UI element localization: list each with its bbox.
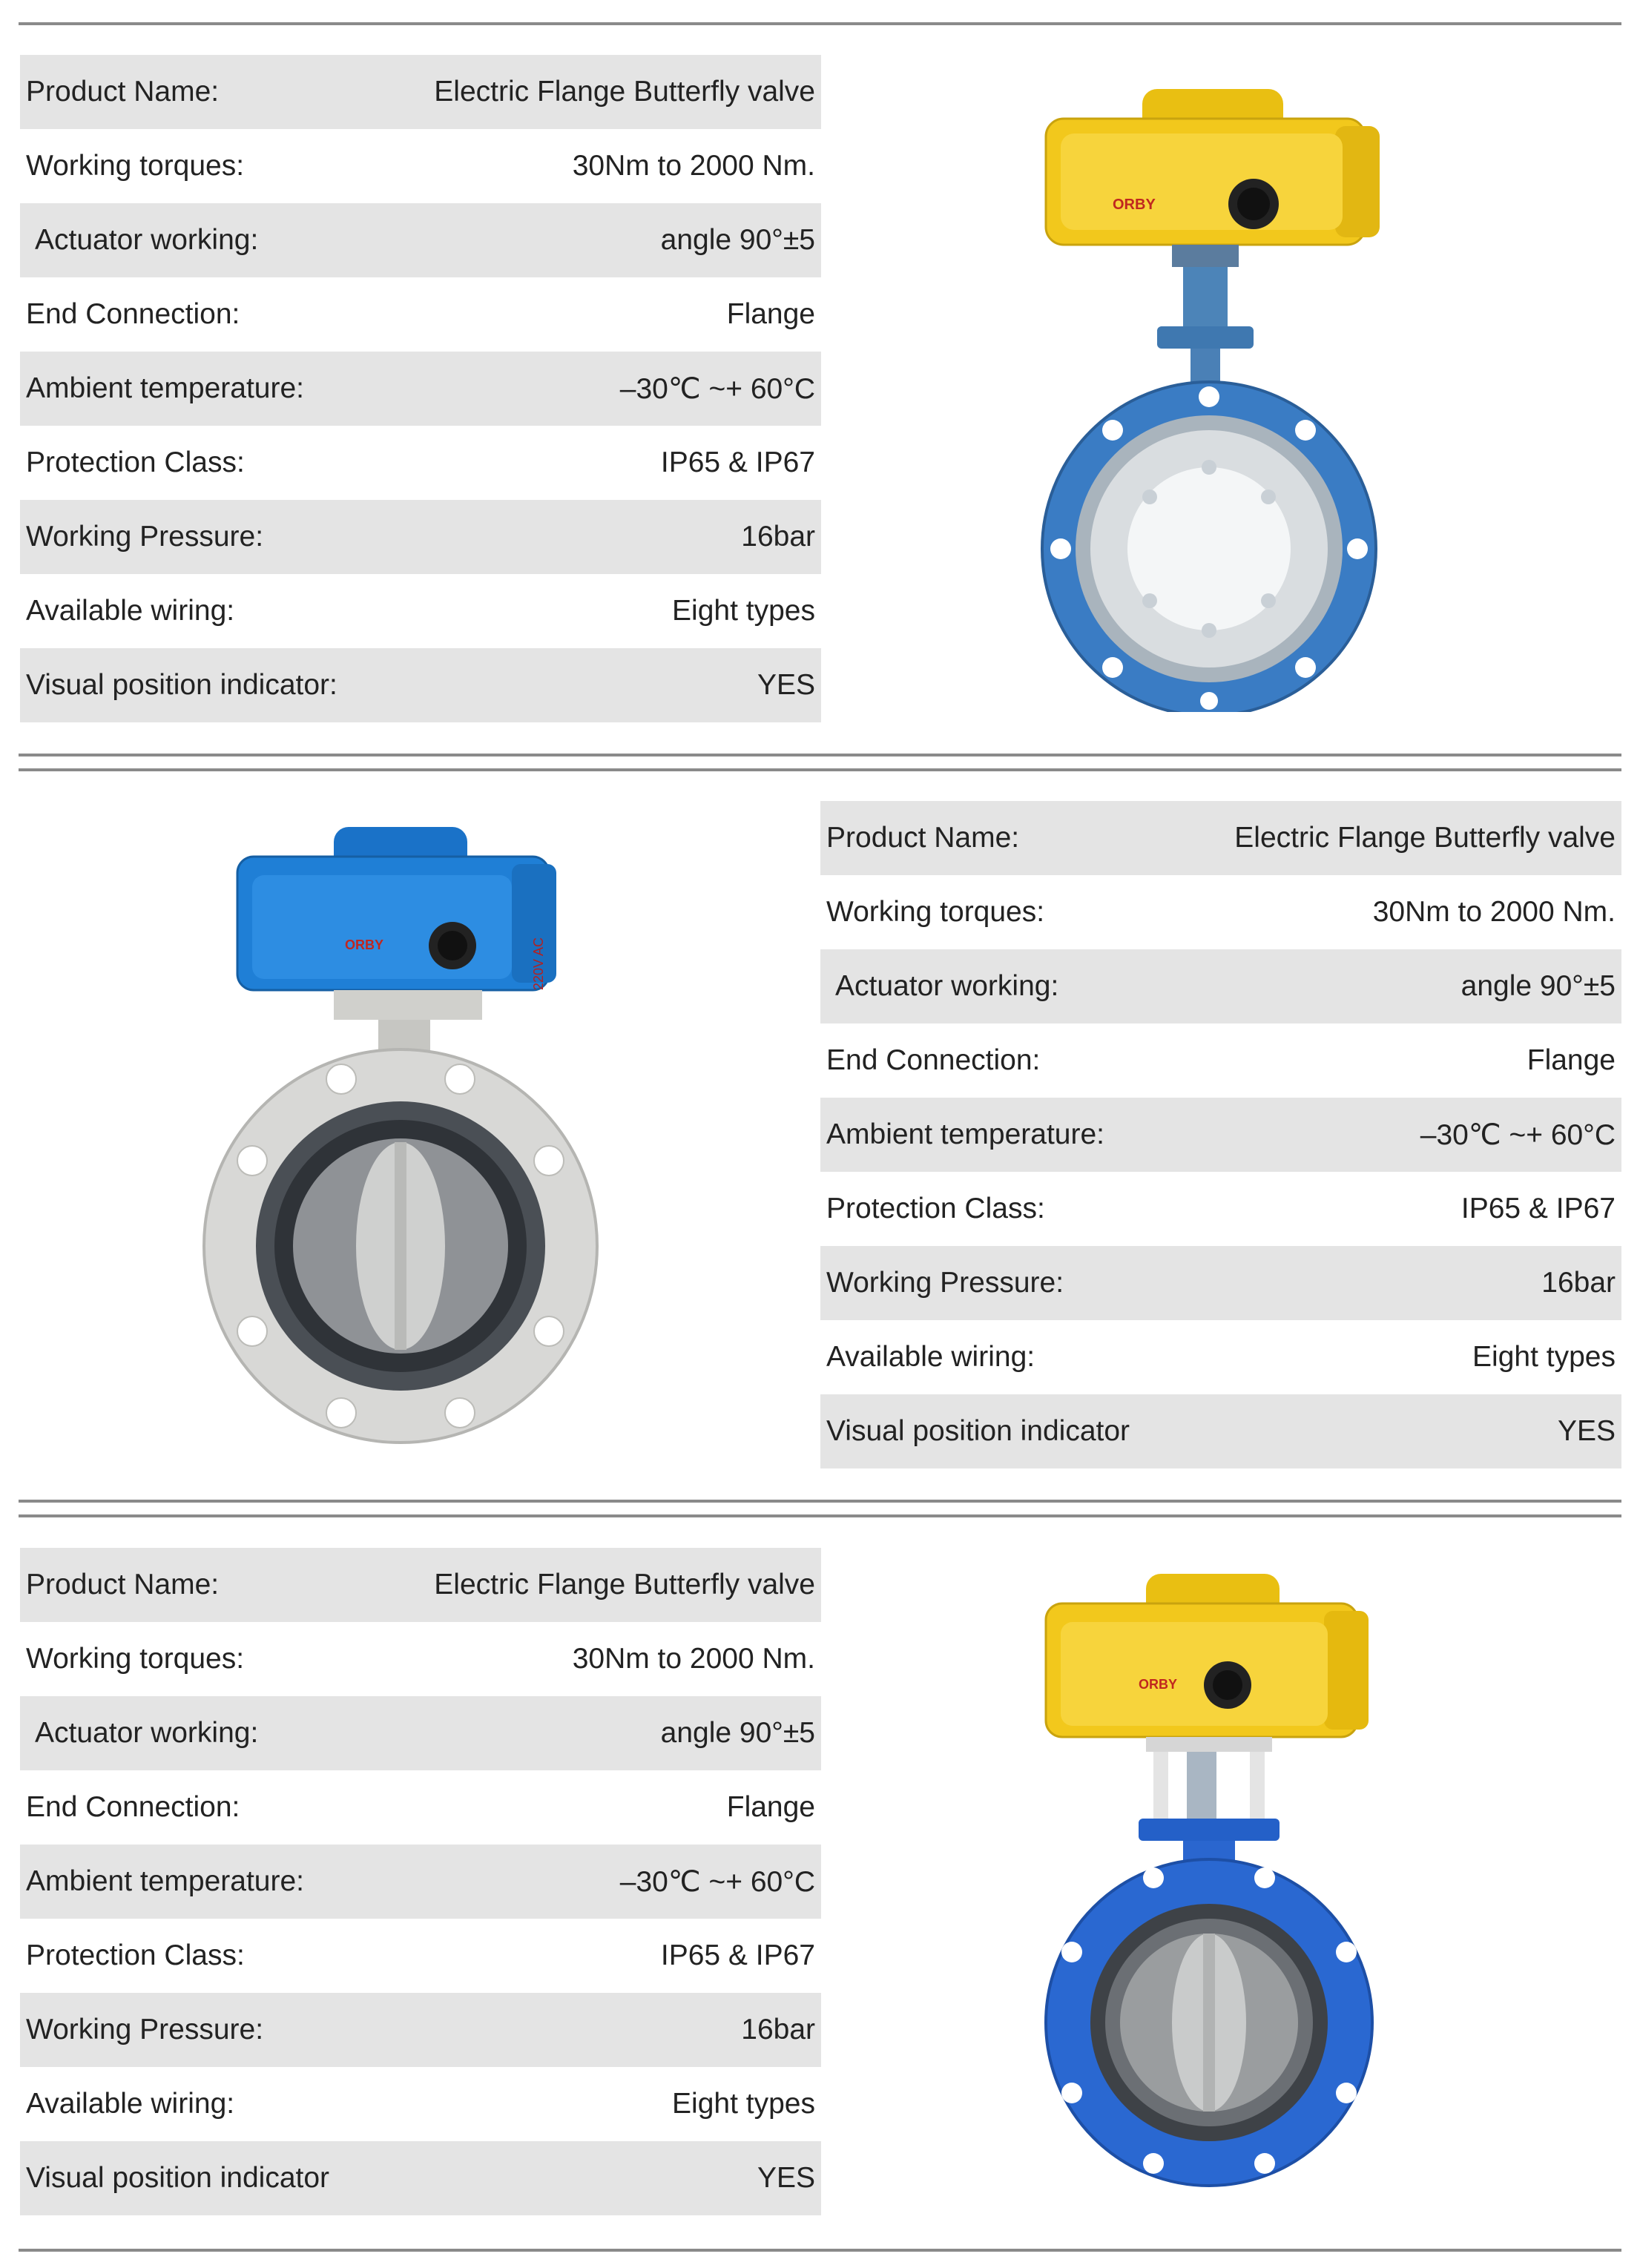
spec-label: Working torques: <box>826 896 1045 928</box>
spec-value: angle 90°±5 <box>660 1717 815 1749</box>
spec-label: Working torques: <box>26 150 245 182</box>
spec-value: YES <box>1557 1415 1616 1447</box>
actuator-voltage-label: 220V AC <box>531 937 546 990</box>
spec-value: YES <box>757 669 815 701</box>
spec-row-protection-class <box>20 426 821 500</box>
spec-value: 30Nm to 2000 Nm. <box>572 150 815 182</box>
spec-label: Actuator working: <box>35 224 259 256</box>
spec-value: 16bar <box>741 2014 815 2046</box>
spec-label: Visual position indicator <box>826 1415 1130 1447</box>
spec-row-working-torques <box>20 1622 821 1696</box>
spec-row-working-torques <box>20 129 821 203</box>
spec-row-working-pressure <box>20 1993 821 2067</box>
spec-value: Flange <box>726 298 815 330</box>
spec-label: Ambient temperature: <box>26 1865 305 1897</box>
spec-row-ambient-temperature <box>820 1098 1621 1172</box>
spec-label: Visual position indicator <box>26 2162 330 2194</box>
spec-value: Electric Flange Butterfly valve <box>434 76 815 108</box>
spec-label: Product Name: <box>26 76 220 108</box>
spec-label: Protection Class: <box>26 446 245 478</box>
spec-value: 16bar <box>741 521 815 553</box>
divider-top <box>19 22 1621 25</box>
spec-value: 30Nm to 2000 Nm. <box>572 1643 815 1675</box>
actuator-brand-label: ORBY <box>345 937 384 952</box>
divider-2b <box>19 1514 1621 1517</box>
spec-row-available-wiring <box>20 574 821 648</box>
spec-value: IP65 & IP67 <box>1460 1193 1616 1224</box>
spec-value: Eight types <box>1472 1341 1616 1373</box>
spec-label: Visual position indicator: <box>26 669 337 701</box>
spec-row-product-name <box>820 801 1621 875</box>
divider-bottom <box>19 2249 1621 2252</box>
spec-value: Electric Flange Butterfly valve <box>434 1569 815 1601</box>
spec-label: End Connection: <box>826 1044 1041 1076</box>
spec-label: Ambient temperature: <box>826 1118 1105 1150</box>
spec-row-visual-position-indicator <box>820 1394 1621 1468</box>
spec-row-actuator-working <box>20 203 821 277</box>
spec-row-working-pressure <box>20 500 821 574</box>
spec-label: Actuator working: <box>35 1717 259 1749</box>
spec-value: YES <box>757 2162 815 2194</box>
spec-row-visual-position-indicator <box>20 648 821 722</box>
spec-row-working-torques <box>820 875 1621 949</box>
valve-yellow-actuator-dark-blue-body-image <box>1035 1566 1383 2197</box>
spec-row-available-wiring <box>20 2067 821 2141</box>
spec-value: angle 90°±5 <box>660 224 815 256</box>
spec-value: Eight types <box>672 595 815 627</box>
actuator-brand-label: ORBY <box>1113 197 1156 213</box>
spec-value: Flange <box>726 1791 815 1823</box>
spec-value: IP65 & IP67 <box>660 446 815 478</box>
spec-table-1 <box>20 55 821 722</box>
spec-label: Working Pressure: <box>26 2014 264 2046</box>
spec-table-3 <box>20 1548 821 2215</box>
valve-blue-actuator-steel-body-image <box>200 820 601 1450</box>
product-image-1 <box>1031 82 1387 712</box>
spec-value: 16bar <box>1541 1267 1616 1299</box>
spec-label: Protection Class: <box>826 1193 1045 1224</box>
spec-row-end-connection <box>20 1770 821 1845</box>
spec-value: –30℃ ~+ 60°C <box>619 1865 815 1898</box>
spec-label: Ambient temperature: <box>26 372 305 404</box>
spec-table-2 <box>820 801 1621 1468</box>
spec-label: End Connection: <box>26 1791 240 1823</box>
divider-2a <box>19 1500 1621 1503</box>
spec-row-ambient-temperature <box>20 352 821 426</box>
spec-label: Available wiring: <box>26 595 235 627</box>
product-image-3 <box>1035 1566 1383 2197</box>
spec-row-product-name <box>20 55 821 129</box>
spec-label: Protection Class: <box>26 1939 245 1971</box>
spec-value: –30℃ ~+ 60°C <box>619 372 815 405</box>
spec-row-actuator-working <box>820 949 1621 1023</box>
spec-row-product-name <box>20 1548 821 1622</box>
spec-value: Eight types <box>672 2088 815 2120</box>
spec-row-actuator-working <box>20 1696 821 1770</box>
spec-value: Flange <box>1527 1044 1616 1076</box>
spec-label: Working torques: <box>26 1643 245 1675</box>
spec-row-protection-class <box>820 1172 1621 1246</box>
divider-1b <box>19 768 1621 771</box>
spec-value: angle 90°±5 <box>1460 970 1616 1002</box>
spec-label: Working Pressure: <box>26 521 264 553</box>
product-image-2 <box>200 820 601 1450</box>
spec-row-ambient-temperature <box>20 1845 821 1919</box>
spec-value: –30℃ ~+ 60°C <box>1420 1118 1616 1151</box>
spec-label: Actuator working: <box>835 970 1059 1002</box>
spec-label: End Connection: <box>26 298 240 330</box>
spec-row-visual-position-indicator <box>20 2141 821 2215</box>
spec-row-available-wiring <box>820 1320 1621 1394</box>
spec-value: IP65 & IP67 <box>660 1939 815 1971</box>
valve-yellow-actuator-blue-body-image <box>1031 82 1387 712</box>
spec-row-protection-class <box>20 1919 821 1993</box>
spec-label: Product Name: <box>26 1569 220 1601</box>
actuator-brand-label: ORBY <box>1139 1677 1178 1692</box>
spec-label: Product Name: <box>826 822 1020 854</box>
spec-value: Electric Flange Butterfly valve <box>1234 822 1616 854</box>
spec-label: Available wiring: <box>826 1341 1035 1373</box>
spec-row-end-connection <box>820 1023 1621 1098</box>
spec-row-end-connection <box>20 277 821 352</box>
spec-label: Available wiring: <box>26 2088 235 2120</box>
divider-1a <box>19 754 1621 756</box>
spec-value: 30Nm to 2000 Nm. <box>1372 896 1616 928</box>
spec-row-working-pressure <box>820 1246 1621 1320</box>
spec-label: Working Pressure: <box>826 1267 1064 1299</box>
